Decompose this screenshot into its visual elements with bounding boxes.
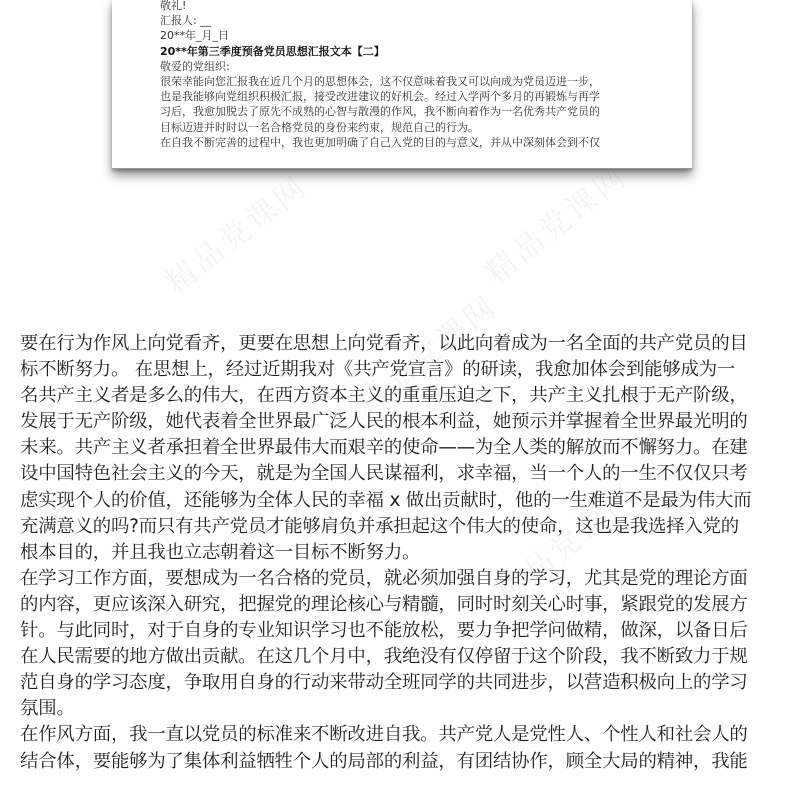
preview-line: 在自我不断完善的过程中，我也更加明确了自己入党的目的与意义，并从中深刻体会到不仅 — [160, 135, 600, 149]
preview-line: 很荣幸能向您汇报我在近几个月的思想体会，这不仅意味着我又可以向成为党员迈进一步， — [160, 74, 600, 88]
body-line: 针。与此同时，对于自身的专业知识学习也不能放松，要力争把学问做精，做深，以备日后 — [20, 620, 748, 642]
preview-heading: 20**年第三季度预备党员思想汇报文本【二】 — [160, 44, 385, 58]
document-body-text — [20, 331, 782, 775]
body-line: 未来。共产主义者承担着全世界最伟大而艰辛的使命——为全人类的解放而不懈努力。在建 — [20, 437, 748, 459]
preview-line: 20**年_月_日 — [160, 29, 229, 43]
body-line: 要在行为作风上向党看齐，更要在思想上向党看齐，以此向着成为一名全面的共产党员的目 — [20, 333, 748, 354]
body-line: 结合体，要能够为了集体利益牺牲个人的局部的利益，有团结协作，顾全大局的精神，我能 — [20, 750, 748, 772]
body-line: 在人民需要的地方做出贡献。在这几个月中，我绝没有仅停留于这个阶段，我不断致力于规 — [20, 646, 748, 668]
body-line: 范自身的学习态度，争取用自身的行动来带动全班同学的共同进步，以营造积极向上的学习 — [20, 672, 748, 694]
preview-line: 汇报人: __ — [160, 14, 212, 28]
body-line: 充满意义的吗?而只有共产党员才能够肩负并承担起这个伟大的使命，这也是我选择入党的 — [20, 515, 739, 537]
body-line: 在作风方面，我一直以党员的标准来不断改进自我。共产党人是党性人、个性人和社会人的 — [20, 724, 748, 746]
preview-line: 敬礼! — [160, 0, 187, 12]
document-preview-card — [112, 0, 692, 169]
watermark-1 — [154, 162, 315, 301]
body-line: 在学习工作方面，要想成为一名合格的党员，就必须加强自身的学习，尤其是党的理论方面 — [20, 567, 748, 589]
body-line: 名共产主义者是多么的伟大，在西方资本主义的重重压迫之下，共产主义扎根于无产阶级， — [20, 385, 748, 407]
preview-line: 目标迈进并时时以一名合格党员的身份来约束，规范自己的行为。 — [160, 120, 479, 134]
watermark-2 — [474, 152, 635, 291]
body-line: 虑实现个人的价值，还能够为全体人民的幸福 x 做出贡献时，他的一生难道不是最为伟大而 — [20, 489, 752, 511]
preview-line: 习后，我愈加脱去了原先不成熟的心智与散漫的作风，我不断向着作为一名优秀共产党员的 — [160, 105, 600, 119]
body-line: 发展于无产阶级，她代表着全世界最广泛人民的根本利益，她预示并掌握着全世界最光明的 — [20, 411, 748, 433]
body-line: 设中国特色社会主义的今天，就是为全国人民谋福利，求幸福，当一个人的一生不仅仅只考 — [20, 463, 748, 485]
document-preview-content — [160, 0, 680, 150]
body-line: 根本目的，并且我也立志朝着这一目标不断努力。 — [20, 541, 421, 563]
body-line: 标不断努力。 在思想上，经过近期我对《共产党宣言》的研读，我愈加体会到能够成为一 — [20, 359, 736, 381]
body-line: 的内容，更应该深入研究，把握党的理论核心与精髓，同时时刻关心时事，紧跟党的发展方 — [20, 593, 748, 615]
preview-line: 也是我能够向党组织积极汇报，接受改进建议的好机会。经过入学两个多月的再锻炼与再学 — [160, 90, 600, 104]
body-line: 氛围。 — [20, 698, 75, 720]
preview-line: 敬爱的党组织: — [160, 59, 230, 73]
